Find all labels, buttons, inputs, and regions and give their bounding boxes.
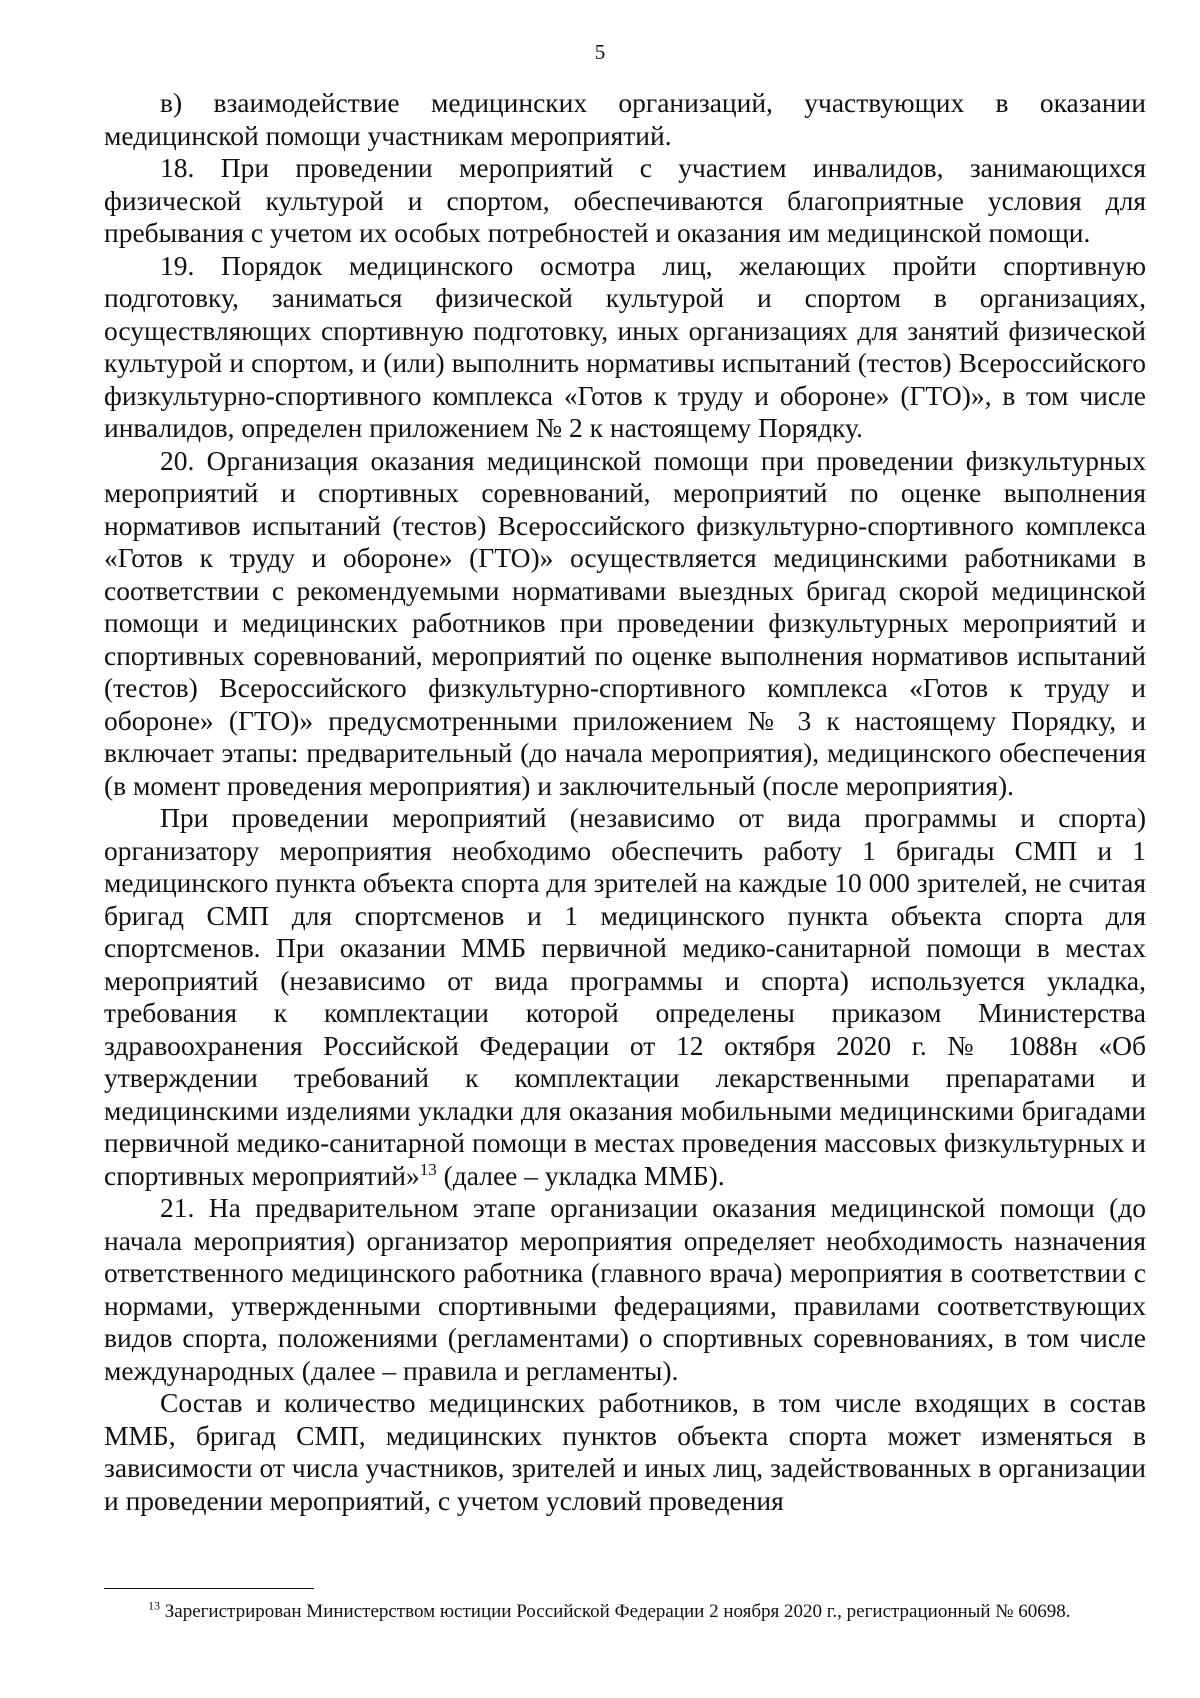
paragraph-20: 20. Организация оказания медицинской помощи при проведении физкультурных мероприятий и спортивных соревнований, мероприятий по оценке выполнения нормативов испытаний (тестов) Всероссийского физкультурно-спортивного комплекса «Готов к труду и обороне» (ГТО)» осуществляется медицинскими работниками в соответствии с рекомендуемыми нормативами выездных бригад скорой медицинской помощи и медицинских работников при проведении физкультурных мероприятий и спортивных соревнований, мероприятий по оценке выполнения нормативов испытаний (тестов) Всероссийского физкультурно-спортивного комплекса «Готов к труду и обороне» (ГТО)» предусмотренными приложением № 3 к настоящему Порядку, и включает этапы: предварительный (до начала мероприятия), медицинского обеспечения (в момент проведения мероприятия) и заключительный (после мероприятия). bbox=[104, 444, 1146, 801]
paragraph-21: 21. На предварительном этапе организации оказания медицинской помощи (до начала мероприятия) организатор мероприятия определяет необходимость назначения ответственного медицинского работника (главного врача) мероприятия в соответствии с нормами, утвержденными спортивными федерациями, правилами соответствующих видов спорта, положениями (регламентами) о спортивных соревнованиях, в том числе международных (далее – правила и регламенты). bbox=[104, 1192, 1146, 1386]
paragraph-20-continued-text: При проведении мероприятий (независимо от вида программы и спорта) организатору мероприятия необходимо обеспечить работу 1 бригады СМП и 1 медицинского пункта объекта спорта для зрителей на каждые 10 000 зрителей, не считая бригад СМП для спортсменов и 1 медицинского пункта объекта спорта для спортсменов. При оказании ММБ первичной медико-санитарной помощи в местах мероприятий (независимо от вида программы и спорта) используется укладка, требования к комплектации которой определены приказом Министерства здравоохранения Российской Федерации от 12 октября 2020 г. № 1088н «Об утверждении требований к комплектации лекарственными препаратами и медицинскими изделиями укладки для оказания мобильными медицинскими бригадами первичной медико-санитарной помощи в местах проведения массовых физкультурных и спортивных мероприятий» bbox=[104, 802, 1146, 1191]
footnote-separator bbox=[104, 1588, 314, 1589]
footnote-text: Зарегистрирован Министерством юстиции Российской Федерации 2 ноября 2020 г., регистрационный № 60698. bbox=[160, 1601, 1071, 1622]
page-number: 5 bbox=[594, 40, 606, 64]
paragraph-20-continued-tail: (далее – укладка ММБ). bbox=[436, 1159, 725, 1191]
paragraph-20-continued bbox=[104, 802, 1146, 1192]
paragraph-18: 18. При проведении мероприятий с участием инвалидов, занимающихся физической культурой и спортом, обеспечиваются благоприятные условия для пребывания с учетом их особых потребностей и оказания им медицинской помощи. bbox=[104, 152, 1146, 248]
footnote bbox=[104, 1600, 1146, 1624]
paragraph-21-continued: Состав и количество медицинских работников, в том числе входящих в состав ММБ, бригад СМП, медицинских пунктов объекта спорта может изменяться в зависимости от числа участников, зрителей и иных лиц, задействованных в организации и проведении мероприятий, с учетом условий проведения bbox=[104, 1387, 1146, 1516]
paragraph-19: 19. Порядок медицинского осмотра лиц, желающих пройти спортивную подготовку, заниматься физической культурой и спортом в организациях, осуществляющих спортивную подготовку, иных организациях для занятий физической культурой и спортом, и (или) выполнить нормативы испытаний (тестов) Всероссийского физкультурно-спортивного комплекса «Готов к труду и обороне» (ГТО)», в том числе инвалидов, определен приложением № 2 к настоящему Порядку. bbox=[104, 249, 1146, 443]
paragraph-subitem-v: в) взаимодействие медицинских организаций, участвующих в оказании медицинской помощи участникам мероприятий. bbox=[104, 87, 1146, 151]
footnote-reference[interactable]: 13 bbox=[419, 1159, 437, 1179]
footnote-marker: 13 bbox=[148, 1598, 160, 1613]
document-body bbox=[104, 87, 1146, 1517]
